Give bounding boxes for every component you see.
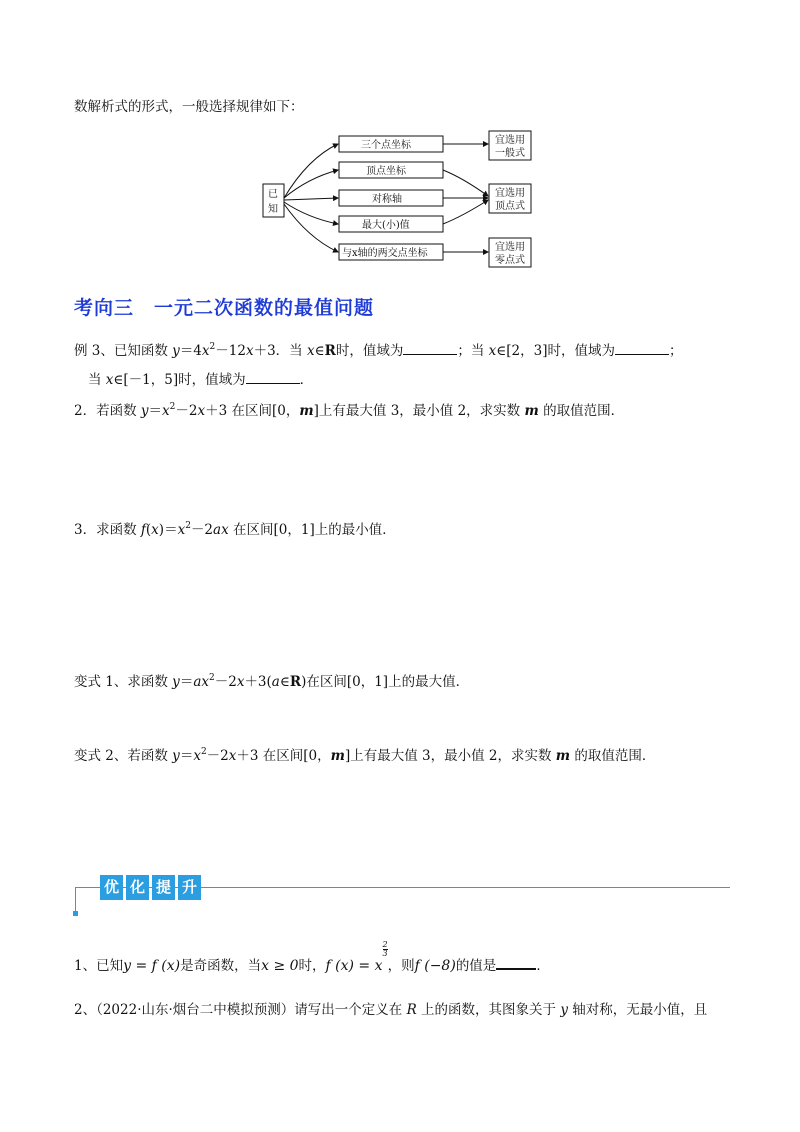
banner-char-4: 升 xyxy=(178,875,201,900)
arrow-known-to-cond5 xyxy=(284,204,338,252)
banner-dot xyxy=(73,911,78,916)
optimize-question-1: 1、已知y = f (x)是奇函数，当x ≥ 0时，f (x) = x $\frac{2}{3}$ ，则f (−8)的值是 ． xyxy=(74,940,550,974)
arrow-known-to-cond1 xyxy=(284,144,338,198)
arrow-known-to-cond4 xyxy=(284,202,338,224)
banner-char-3: 提 xyxy=(152,875,175,900)
result-zero-line2: 零点式 xyxy=(495,255,525,266)
example3-line1: 例 3、已知函数 $y=4x^2-12x+3$．当 x∈R时，值域为 ；当 x∈[2，3]时，值域为 ； xyxy=(74,342,683,359)
variation-2: 变式 2、若函数 $y=x^2-2x+3$ 在区间[0，m]上有最大值 3，最小值 2，求实数 m 的取值范围． xyxy=(74,747,656,764)
intro-text: 数解析式的形式，一般选择规律如下： xyxy=(74,99,304,115)
arrow-cond4-to-vertex xyxy=(443,200,488,224)
banner-left-rule xyxy=(75,887,100,888)
banner-title xyxy=(100,875,204,900)
answer-blank-2 xyxy=(615,342,669,355)
exponent-fraction: $\frac{2}{3}$ xyxy=(382,940,388,958)
cond-label-3: 对称轴 xyxy=(372,194,402,205)
question-2: 2．若函数 $y=x^2-2x+3$ 在区间[0，m]上有最大值 3，最小值 2，求实数 m 的取值范围． xyxy=(74,402,625,419)
arrow-known-to-cond2 xyxy=(284,170,338,198)
cond-label-4: 最大(小)值 xyxy=(362,220,410,231)
question-3: 3．求函数 $f(x)=x^2-2ax$ 在区间[0，1]上的最小值． xyxy=(74,521,396,538)
variation-1: 变式 1、求函数 $y=ax^2-2x+3(a\in R)$在区间[0，1]上的最大值． xyxy=(74,673,470,690)
arrow-cond2-to-vertex xyxy=(443,170,488,196)
banner-char-1: 优 xyxy=(100,875,123,900)
arrow-known-to-cond3 xyxy=(284,198,338,200)
result-vertex-line2: 顶点式 xyxy=(495,201,525,212)
section-banner xyxy=(72,875,732,919)
cond-label-5: 与x轴的两交点坐标 xyxy=(342,248,428,259)
answer-blank-1 xyxy=(403,342,457,355)
cond-label-1: 三个点坐标 xyxy=(361,140,411,151)
optimize-question-2: 2、（2022·山东·烟台二中模拟预测）请写出一个定义在 R 上的函数，其图象关于 y 轴对称，无最小值，且 xyxy=(74,1002,708,1018)
known-char-2: 知 xyxy=(268,204,278,215)
answer-blank-3 xyxy=(246,371,300,384)
cond-label-2: 顶点坐标 xyxy=(366,166,406,177)
result-zero-line1: 宜选用 xyxy=(495,242,525,253)
result-general-line2: 一般式 xyxy=(495,148,525,159)
banner-char-2: 化 xyxy=(126,875,149,900)
answer-blank-4 xyxy=(496,956,536,970)
section-heading: 考向三 一元二次函数的最值问题 xyxy=(74,297,375,319)
known-char-1: 已 xyxy=(268,189,278,200)
selection-rule-diagram xyxy=(258,128,548,274)
banner-vertical-rule xyxy=(75,887,76,913)
result-vertex-line1: 宜选用 xyxy=(495,188,525,199)
result-general-line1: 宜选用 xyxy=(495,135,525,146)
example3-line2: 当 x∈[－1，5]时，值域为 ． xyxy=(88,372,314,388)
